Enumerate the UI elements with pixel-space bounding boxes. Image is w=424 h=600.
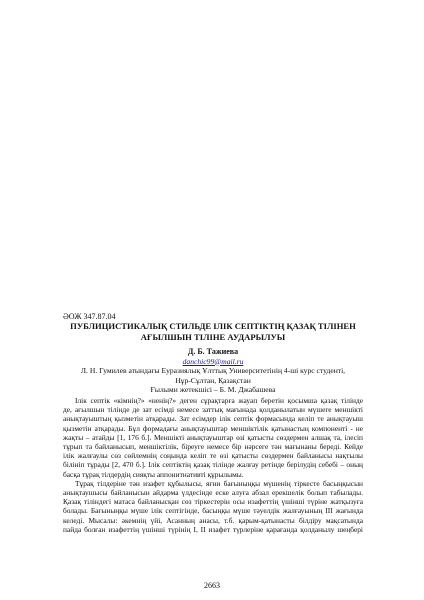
body-line: Қазақ тіліндегі матаса байланысқан сөз тіркестерін осы изафеттің үшінші түріне жатқызуға (63, 497, 363, 507)
body-line: жақты – атайды [1, 176 б.]. Меншікті анықтауыштар өзі қатысты сөздермен алшақ та, ілесіп (63, 432, 363, 442)
author-affiliation: Л. Н. Гумилев атындағы Еуразиялық Ұлттық Университетінің 4-ші курс студенті, (80, 366, 346, 376)
body-line: болады. Бағыныңқы мүше ілік септігінде, басыңқы мүше тәуелдік жалғауының III жағында (63, 506, 363, 516)
body-line: пайда болған изафеттің үшінші түрінің I, II изафет түрлеріне қарағанда қолданылу шеңбері (63, 524, 363, 534)
body-line: Тұрақ тілдеріне тән изафет құбылысы, яғни бағыныңқы мүшенің тіркесте басыңқысын (75, 478, 363, 488)
paper-title (63, 321, 363, 343)
body-line: тұрып та байланысып, меншіктілік, біреуге немесе бір нәрсеге тән мағынаны береді. Кейде (63, 442, 363, 452)
body-text (63, 396, 363, 534)
body-line: анықтауыштың қызметін атқарады. Зат есімдер ілік септік формасында келіп те анықтауыш (63, 414, 363, 424)
body-line: қызметін атқарады. Бұл формадағы анықтауыштар меншіктілік қатынастың компоненті - не (63, 423, 363, 433)
body-line: келеді. Мысалы: әкемнің үйі, Асанның анасы, т.б. қарым-қатынасты білдіру мақсатында (63, 515, 363, 525)
author-supervisor: Ғылыми жетекшісі – Б. М. Джабашева (150, 385, 276, 395)
body-line: ілік жалғаулы сөз сөйлемнің соңында келіп те өзі қатысты сөздермен байланысы нақтылы (63, 451, 363, 461)
udc-code: ӘОЖ 347.87.04 (63, 312, 116, 321)
body-line: анықтаушысы байланысын айдарма үлдесінде еске алуға абзал ерекшелік болып табылады. (63, 488, 363, 498)
title-line-2: АҒЫЛШЫН ТІЛІНЕ АУДАРЫЛУЫ (140, 332, 286, 342)
author-city: Нұр-Сұлтан, Қазақстан (175, 375, 251, 385)
body-line: Ілік септік «кімнің?» «ненің?» деген сұрақтарға жауап беретін қосымша қазақ тілінде (75, 396, 363, 405)
body-line: білініп тұрады [2, 470 б.]. Ілік септіктің қазақ тілінде жалғау ретінде берілудің себебі – оның (63, 460, 363, 470)
body-line: басқа тұрақ тілдердің сияқты аппонитнативті құрылымы. (63, 469, 244, 479)
author-name: Д. Б. Тажиева (187, 347, 239, 356)
author-email-link[interactable]: danchic99@mail.ru (182, 356, 244, 366)
page-number: 2663 (204, 581, 220, 590)
body-line: де, ағылшын тілінде де зат есімді немесе заттық мағынада қолданылатын мүшеге меншікті (63, 405, 363, 415)
title-line-1: ПУБЛИЦИСТИКАЛЫҚ СТИЛЬДЕ ІЛІК СЕПТІКТІҢ ҚАЗАҚ ТІЛІНЕН (70, 321, 356, 331)
author-block (63, 347, 363, 395)
